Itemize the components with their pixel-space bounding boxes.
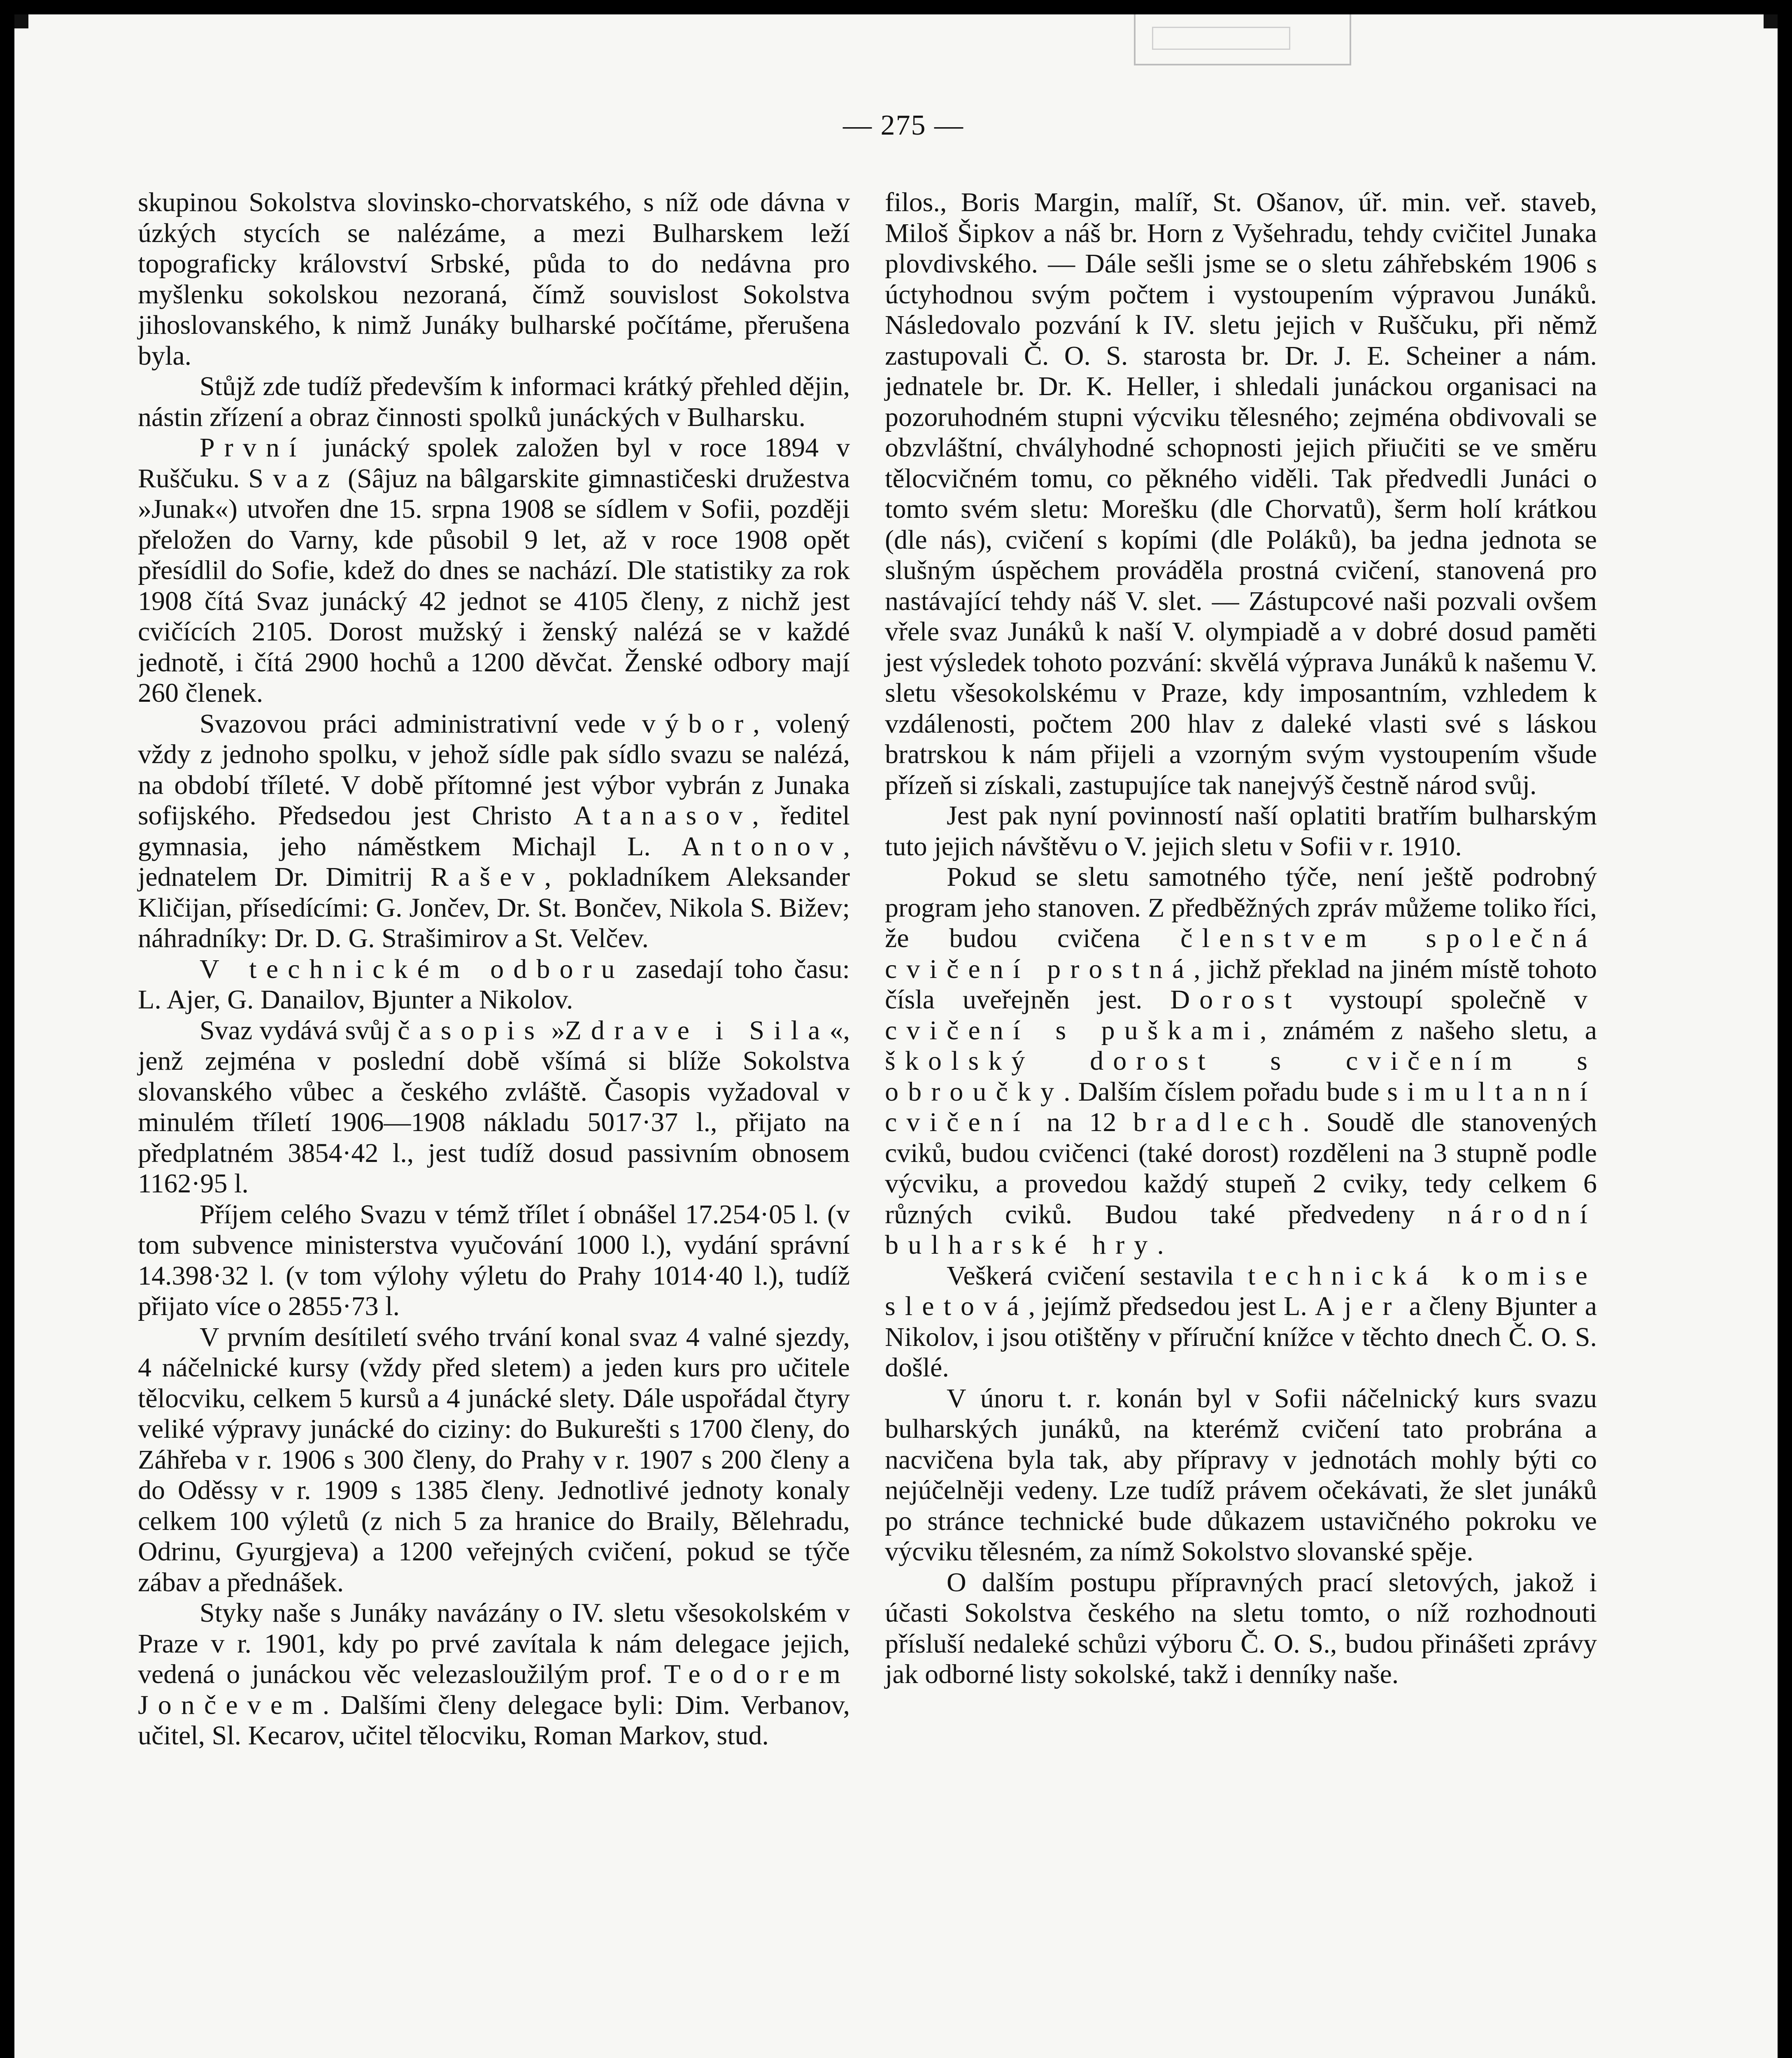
spaced-emphasis-text: technická komise sletová <box>885 1260 1597 1321</box>
text-run: Příjem celého Svazu v témž třílet í obnášel 17.254·05 l. (v tom subvence ministerstva vyučování 1000 l.), vydání správní 14.398·32 l. (v tom výlohy výletu do Prahy 1014·40 l.), tudíž přijato více o 2855·73 l. <box>138 1199 850 1321</box>
paragraph <box>138 433 850 709</box>
text-run: , pokladníkem Aleksander Kličijan, přísedícími: G. Jončev, Dr. St. Bončev, Nikola S. Biže​v; náhradníky: Dr. D. G. Strašimirov a St. Velčev. <box>138 862 850 953</box>
spaced-emphasis-text: V technickém odboru <box>200 954 624 984</box>
text-run: na 12 <box>1030 1107 1133 1137</box>
text-run: (Sâjuz na bâlgarskite gimnastičeski družestva »Junak«) utvořen dne 15. srpna 1908 se sídlem v Sofii, později přeložen do Varny, kde působil 9 let, až v roce 1908 opět přesídlil do Sofie, kdež do dnes se nachází. Dle statistiky za rok 1908 čítá Svaz junácký 42 jednot se 4105 členy, z nichž jest cvičících 2105. Dorost mužský i ženský nalézá se v každé jednotě, i čítá 2900 hochů a 1200 děvčat. Ženské odbory mají 260 členek. <box>138 463 850 708</box>
spaced-emphasis-text: v cvičení s puškami <box>885 985 1597 1045</box>
text-run: » <box>544 1015 565 1045</box>
scanned-page <box>14 14 1778 2058</box>
paragraph <box>138 1322 850 1598</box>
paragraph <box>138 1199 850 1322</box>
text-run: Svaz vydává svůj <box>200 1015 398 1045</box>
library-stamp-outline <box>1134 14 1351 65</box>
spaced-emphasis-text: Antonov <box>681 831 843 861</box>
page-number: — 275 — <box>843 109 964 141</box>
paragraph <box>885 187 1597 801</box>
text-run: junácký spolek založen byl v roce 1894 v Ruščuku. <box>138 433 850 494</box>
paragraph <box>885 1383 1597 1567</box>
spaced-emphasis-text: bradlech <box>1133 1107 1303 1137</box>
paragraph <box>885 801 1597 862</box>
corner-mark-top-right <box>1764 14 1778 28</box>
corner-mark-top-left <box>14 14 28 28</box>
text-run: a členy Bjunter a Nikolov, i jsou otištěny v příruční knížce v těchto dnech Č. O. S. došlé. <box>885 1291 1597 1383</box>
text-run: O dalším postupu přípravných prací sletových, jakož i účasti Sokolstva českého na sletu tomto, o níž rozhodnouti přísluší nedaleké schůzi výboru Č. O. S., budou přinášeti zprávy jak odborné listy sokolské, takž i denníky naše. <box>885 1567 1597 1689</box>
text-run: , známém z našeho sletu, a <box>1259 1015 1597 1045</box>
text-run: V únoru t. r. konán byl v Sofii náčelnický kurs svazu bulharských junáků, na kterémž cvičení tato probrána a nacvičena byla tak, aby přípravy v jednotách mohly býti co nejúčelněji vedeny. Lze tudíž právem očekávati, že slet junáků po stránce technické bude důkazem ustavičného pokroku ve výcviku tělesném, za nímž Sokolstvo slovanské spěje. <box>885 1383 1597 1567</box>
text-run: V prvním desítiletí svého trvání konal svaz 4 valné sjezdy, 4 náčelnické kursy (vždy před sletem) a jeden kurs pro učitele tělocviku, celkem 5 kursů a 4 junácké slety. Dále uspořádal čtyry veliké výpravy junácké do ciziny: do Bukurešti s 1700 členy, do Záhřeba v r. 1906 s 300 členy, do Prahy v r. 1907 s 200 členy a do Oděssy v r. 1909 s 1385 členy. Jednotlivé jednoty konaly celkem 100 výletů (z nich 5 za hranice do Braily, Bělehradu, Odrinu, Gyurgjeva) a 1200 veřejných cvičení, pokud se týče zábav a přednášek. <box>138 1322 850 1597</box>
spaced-emphasis-text: Teodorem Jončevem <box>138 1659 850 1720</box>
spaced-emphasis-text: První <box>200 433 306 463</box>
text-run: , jednatelem Dr. Dimitrij <box>138 831 850 892</box>
spaced-emphasis-text: Svaz <box>248 463 340 494</box>
paragraph <box>138 371 850 433</box>
paragraph <box>138 709 850 954</box>
text-run: Jest pak nyní povinností naší oplatiti bratřím bulharským tuto jejich návštěvu o V. jejich sletu v Sofii v r. 1910. <box>885 801 1597 861</box>
text-run: vystoupí společně <box>1301 985 1574 1015</box>
right-text-column <box>885 187 1597 1690</box>
text-run: . Dalšími členy delegace byli: Dim. Verbanov, učitel, Sl. Kecarov, učitel tělocviku, Roman Markov, stud. <box>138 1690 850 1751</box>
spaced-emphasis-text: školský dorost s cvičením s obroučky <box>885 1046 1597 1107</box>
text-run: Veškerá cvičení sestavila <box>947 1260 1248 1291</box>
spaced-emphasis-text: simultanní cvičení <box>885 1076 1597 1137</box>
text-run: , ředitel gymnasia, jeho náměstkem Michajl L. <box>138 801 850 861</box>
text-run: Svazovou práci administrativní vede <box>200 708 642 739</box>
text-run: zasedají toho času: L. Ajer, G. Danailov, Bjunter a Nikolov. <box>138 954 850 1015</box>
text-run: . Dalším číslem pořadu bude <box>1064 1076 1387 1107</box>
left-text-column <box>138 187 850 1751</box>
paragraph <box>138 1598 850 1751</box>
spaced-emphasis-text: Ajer <box>1315 1291 1401 1321</box>
spaced-emphasis-text: časopis <box>398 1015 545 1045</box>
paragraph <box>885 1261 1597 1383</box>
spaced-emphasis-text: Rašev <box>431 862 545 892</box>
paragraph <box>138 187 850 371</box>
text-run: , jejímž předsedou jest L. <box>1028 1291 1315 1321</box>
text-run: «, jenž zejména v poslední době všímá si blíže Sokolstva slovanského vůbec a českého zvláště. Časopis vyžadoval v minulém tříletí 1906—1908 nákladu 5017·37 l., přijato na předplatném 3854·42 l., jest tudíž dosud passivním obnosem 1162·95 l. <box>138 1015 850 1199</box>
text-run: Stůjž zde tudíž především k informaci krátký přehled dějin, nástin zřízení a obraz činnosti spolků junáckých v Bulharsku. <box>138 371 850 432</box>
text-run: . <box>1157 1230 1164 1260</box>
text-run: , volený vždy z jednoho spolku, v jehož sídle pak sídlo svazu se nalézá, na období tříleté. V době přítomné jest výbor vybrán z Junaka sofijského. Předsedou jest Christo <box>138 708 850 831</box>
spaced-emphasis-text: Dorost <box>1170 985 1301 1015</box>
spaced-emphasis-text: Zdrave i Sila <box>565 1015 830 1045</box>
text-run: Styky naše s Junáky navázány o IV. sletu všesokolském v Praze v r. 1901, kdy po prvé zavítala k nám delegace jejich, vedená o junáckou věc velezasloužilým prof. <box>138 1598 850 1689</box>
text-run: filos., Boris Margin, malíř, St. Ošanov, úř. min. veř. staveb, Miloš Šipkov a náš br. Horn z Vyšehradu, tehdy cvičitel Junaka plovdivského. — Dále sešli jsme se o sletu záhřebském 1906 s úctyhodnou svým počtem i vystoupením výpravou Junáků. Následovalo pozvání k IV. sletu jejich v Ruščuku, při němž zastupovali Č. O. S. starosta br. Dr. J. E. Scheiner a nám. jednatele br. Dr. K. Heller, i shledali junáckou organisaci na pozoruhodném stupni výcviku tělesného; zejména obdivovali se obzvláštní, chvályhodné schopnosti jejich přiučiti se ve směru tělocvičném tomu, co pěkného viděli. Tak předvedli Junáci o tomto svém sletu: Morešku (dle Chorvatů), šerm holí krátkou (dle nás), cvičení s kopími (dle Poláků), ba jedna jednota se slušným úspěchem prováděla prostná cvičení, stanovená pro nastávající tehdy náš V. slet. — Zástupcové naši pozvali ovšem vřele svaz Junáků k naší V. olympiadě a v dobré dosud paměti jest výsledek tohoto pozvání: skvělá výprava Junáků k našemu V. sletu všesokolskému v Praze, kdy imposantním, vzhledem k vzdálenosti, počtem 200 hlav z daleké vlasti své s láskou bratrskou k nám přijeli a vzorným svým vystoupením všude přízeň si získali, zastupujíce tak nanejvýš čestně národ svůj. <box>885 187 1597 800</box>
text-run: skupinou Sokolstva slovinsko-chorvatského, s níž ode dávna v úzkých stycích se nalézáme, a mezi Bulharskem leží topograficky království Srbské, půda to do nedávna pro myšlenku sokolskou nezoraná, čímž souvislost Sokolstva jihoslovanského, k nimž Junáky bulharské počítáme, přerušena byla. <box>138 187 850 371</box>
spaced-emphasis-text: národní bulharské hry <box>885 1199 1597 1260</box>
paragraph <box>885 862 1597 1261</box>
spaced-emphasis-text: výbor <box>642 708 753 739</box>
paragraph <box>885 1567 1597 1690</box>
spaced-emphasis-text: Atanasov <box>573 801 752 831</box>
spaced-emphasis-text: členstvem společná cvičení prostná <box>885 923 1597 984</box>
text-run: Pokud se sletu samotného týče, není ještě podrobný program jeho stanoven. Z předběžných zpráv můžeme toliko říci, že budou cvičena <box>885 862 1597 953</box>
paragraph <box>138 1015 850 1199</box>
paragraph <box>138 954 850 1015</box>
text-run: , jichž překlad na jiném místě tohoto čísla uveřejněn jest. <box>885 954 1597 1015</box>
text-run: . Soudě dle stanovených cviků, budou cvičenci (také dorost) rozděleni na 3 stupně podle výcviku, a provedou každý stupeň 2 cviky, tedy celkem 6 různých cviků. Budou také předvedeny <box>885 1107 1597 1229</box>
